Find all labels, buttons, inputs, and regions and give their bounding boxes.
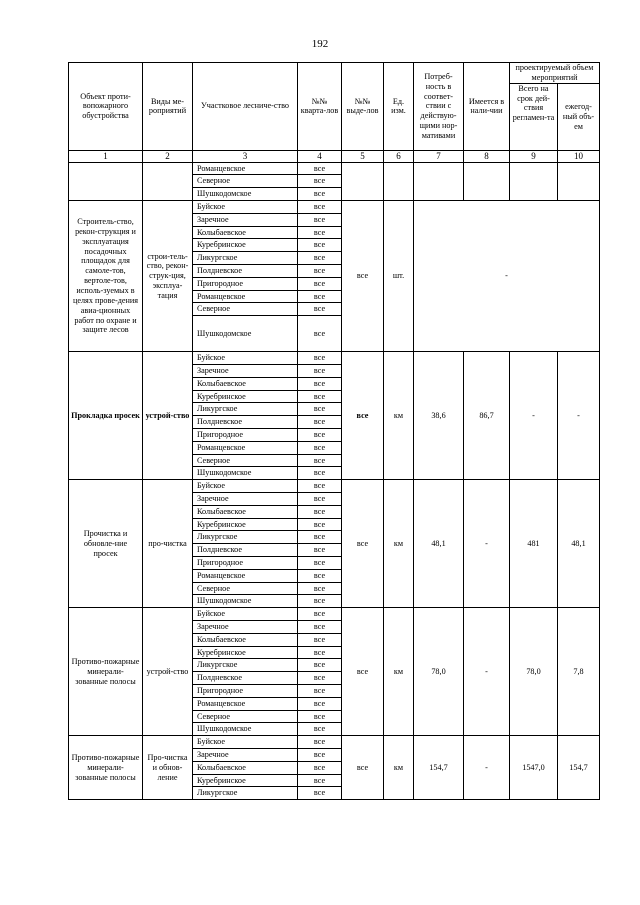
header-types: Виды ме-роприятий [143, 63, 193, 151]
forestry-cell: Куребринское [193, 390, 298, 403]
forestry-cell: Ликургское [193, 659, 298, 672]
forestry-cell: Полдневское [193, 416, 298, 429]
sections-cell [342, 162, 384, 200]
object-cell [69, 162, 143, 200]
forestry-cell: Пригородное [193, 429, 298, 442]
quarters-cell: все [298, 633, 342, 646]
quarters-cell: все [298, 659, 342, 672]
quarters-cell: все [298, 252, 342, 265]
forestry-cell: Буйское [193, 608, 298, 621]
forestry-cell: Колыбаевское [193, 761, 298, 774]
quarters-cell: все [298, 226, 342, 239]
available-cell: 86,7 [464, 352, 510, 480]
column-number: 1 [69, 150, 143, 162]
quarters-cell: все [298, 429, 342, 442]
unit-cell: км [384, 608, 414, 736]
forestry-cell: Пригородное [193, 277, 298, 290]
object-cell: Противо-пожарные минерали-зованные полосы [69, 608, 143, 736]
quarters-cell: все [298, 290, 342, 303]
unit-cell: км [384, 736, 414, 800]
column-number: 10 [558, 150, 600, 162]
forestry-cell: Ликургское [193, 252, 298, 265]
object-cell: Противо-пожарные минерали-зованные полосы [69, 736, 143, 800]
type-cell [143, 162, 193, 200]
need-cell: 48,1 [414, 480, 464, 608]
quarters-cell: все [298, 441, 342, 454]
annual-cell: 154,7 [558, 736, 600, 800]
forestry-cell: Колыбаевское [193, 633, 298, 646]
forestry-cell: Романцевское [193, 569, 298, 582]
quarters-cell: все [298, 467, 342, 480]
annual-cell: 48,1 [558, 480, 600, 608]
type-cell: Про-чистка и обнов-ление [143, 736, 193, 800]
total-cell: 481 [510, 480, 558, 608]
quarters-cell: все [298, 352, 342, 365]
header-forestry: Участковое лесниче-ство [193, 63, 298, 151]
need-cell: 78,0 [414, 608, 464, 736]
quarters-cell: все [298, 505, 342, 518]
sections-cell: все [342, 736, 384, 800]
forestry-cell: Ликургское [193, 787, 298, 800]
sections-cell: все [342, 480, 384, 608]
forestry-cell: Колыбаевское [193, 226, 298, 239]
forestry-cell: Полдневское [193, 265, 298, 278]
header-annual: ежегод-ный объ-ем [558, 83, 600, 150]
available-cell: - [464, 608, 510, 736]
need-cell: 38,6 [414, 352, 464, 480]
forestry-cell: Северное [193, 582, 298, 595]
forestry-cell: Полдневское [193, 544, 298, 557]
total-cell: 1547,0 [510, 736, 558, 800]
quarters-cell: все [298, 582, 342, 595]
quarters-cell: все [298, 684, 342, 697]
forestry-cell: Северное [193, 454, 298, 467]
sections-cell: все [342, 608, 384, 736]
forestry-cell: Колыбаевское [193, 377, 298, 390]
quarters-cell: все [298, 569, 342, 582]
forestry-cell: Буйское [193, 480, 298, 493]
object-cell: Прокладка просек [69, 352, 143, 480]
forestry-cell: Куребринское [193, 518, 298, 531]
forestry-cell: Ликургское [193, 403, 298, 416]
header-available: Имеется в нали-чии [464, 63, 510, 151]
quarters-cell: все [298, 774, 342, 787]
forestry-cell: Шушкодомское [193, 316, 298, 352]
forestry-cell: Пригородное [193, 557, 298, 570]
annual-cell: 7,8 [558, 608, 600, 736]
column-number: 7 [414, 150, 464, 162]
unit-cell: км [384, 352, 414, 480]
quarters-cell: все [298, 672, 342, 685]
forestry-cell: Куребринское [193, 774, 298, 787]
type-cell: про-чистка [143, 480, 193, 608]
forestry-cell: Романцевское [193, 162, 298, 175]
quarters-cell: все [298, 787, 342, 800]
forestry-cell: Шушкодомское [193, 595, 298, 608]
type-cell: устрой-ство [143, 608, 193, 736]
sections-cell: все [342, 352, 384, 480]
available-cell [464, 162, 510, 200]
quarters-cell: все [298, 377, 342, 390]
quarters-cell: все [298, 646, 342, 659]
quarters-cell: все [298, 175, 342, 188]
header-projected: проектируемый объем мероприятий [510, 63, 600, 84]
quarters-cell: все [298, 365, 342, 378]
quarters-cell: все [298, 736, 342, 749]
forestry-cell: Романцевское [193, 290, 298, 303]
forestry-cell: Северное [193, 175, 298, 188]
fire-prevention-table [68, 62, 600, 800]
forestry-cell: Буйское [193, 352, 298, 365]
column-number: 2 [143, 150, 193, 162]
total-cell [510, 162, 558, 200]
quarters-cell: все [298, 608, 342, 621]
header-sections: №№ выде-лов [342, 63, 384, 151]
type-cell: строи-тель-ство, рекон-струк-ция, эксплуа-тация [143, 201, 193, 352]
quarters-cell: все [298, 493, 342, 506]
quarters-cell: все [298, 595, 342, 608]
unit-cell: шт. [384, 201, 414, 352]
quarters-cell: все [298, 748, 342, 761]
quarters-cell: все [298, 213, 342, 226]
quarters-cell: все [298, 162, 342, 175]
type-cell: устрой-ство [143, 352, 193, 480]
column-number: 8 [464, 150, 510, 162]
unit-cell: км [384, 480, 414, 608]
header-unit: Ед. изм. [384, 63, 414, 151]
quarters-cell: все [298, 531, 342, 544]
forestry-cell: Заречное [193, 493, 298, 506]
quarters-cell: все [298, 416, 342, 429]
quarters-cell: все [298, 518, 342, 531]
quarters-cell: все [298, 557, 342, 570]
page-number: 192 [311, 38, 329, 50]
annual-cell [558, 162, 600, 200]
quarters-cell: все [298, 620, 342, 633]
quarters-cell: все [298, 265, 342, 278]
column-number: 5 [342, 150, 384, 162]
unit-cell [384, 162, 414, 200]
forestry-cell: Колыбаевское [193, 505, 298, 518]
quarters-cell: все [298, 710, 342, 723]
annual-cell: - [558, 352, 600, 480]
values-merged-cell: - [414, 201, 600, 352]
quarters-cell: все [298, 277, 342, 290]
forestry-cell: Шушкодомское [193, 188, 298, 201]
forestry-cell: Буйское [193, 736, 298, 749]
quarters-cell: все [298, 316, 342, 352]
quarters-cell: все [298, 303, 342, 316]
header-total: Всего на срок дей-ствия регламен-та [510, 83, 558, 150]
object-cell: Строитель-ство, рекон-струкция и эксплуатация посадочных площадок для самоле-тов, вертоле-тов, исполь-зуемых в целях прове-дения авиа-ционных работ по охране и защите лесов [69, 201, 143, 352]
forestry-cell: Пригородное [193, 684, 298, 697]
quarters-cell: все [298, 723, 342, 736]
forestry-cell: Ликургское [193, 531, 298, 544]
total-cell: - [510, 352, 558, 480]
quarters-cell: все [298, 454, 342, 467]
column-number: 4 [298, 150, 342, 162]
header-need: Потреб-ность в соответ-ствии с действую-щими нор-мативами [414, 63, 464, 151]
quarters-cell: все [298, 761, 342, 774]
forestry-cell: Заречное [193, 620, 298, 633]
quarters-cell: все [298, 697, 342, 710]
available-cell: - [464, 736, 510, 800]
forestry-cell: Куребринское [193, 646, 298, 659]
quarters-cell: все [298, 188, 342, 201]
quarters-cell: все [298, 403, 342, 416]
header-object: Объект проти-вопожарного обустройства [69, 63, 143, 151]
need-cell [414, 162, 464, 200]
forestry-cell: Северное [193, 710, 298, 723]
sections-cell: все [342, 201, 384, 352]
forestry-cell: Заречное [193, 213, 298, 226]
header-quarters: №№ кварта-лов [298, 63, 342, 151]
forestry-cell: Заречное [193, 748, 298, 761]
forestry-cell: Заречное [193, 365, 298, 378]
quarters-cell: все [298, 239, 342, 252]
available-cell: - [464, 480, 510, 608]
need-cell: 154,7 [414, 736, 464, 800]
column-number: 3 [193, 150, 298, 162]
forestry-cell: Романцевское [193, 441, 298, 454]
object-cell: Прочистка и обновле-ние просек [69, 480, 143, 608]
column-number: 6 [384, 150, 414, 162]
column-number: 9 [510, 150, 558, 162]
quarters-cell: все [298, 390, 342, 403]
quarters-cell: все [298, 544, 342, 557]
forestry-cell: Куребринское [193, 239, 298, 252]
forestry-cell: Шушкодомское [193, 723, 298, 736]
forestry-cell: Полдневское [193, 672, 298, 685]
forestry-cell: Шушкодомское [193, 467, 298, 480]
forestry-cell: Буйское [193, 201, 298, 214]
forestry-cell: Северное [193, 303, 298, 316]
quarters-cell: все [298, 480, 342, 493]
total-cell: 78,0 [510, 608, 558, 736]
forestry-cell: Романцевское [193, 697, 298, 710]
quarters-cell: все [298, 201, 342, 214]
